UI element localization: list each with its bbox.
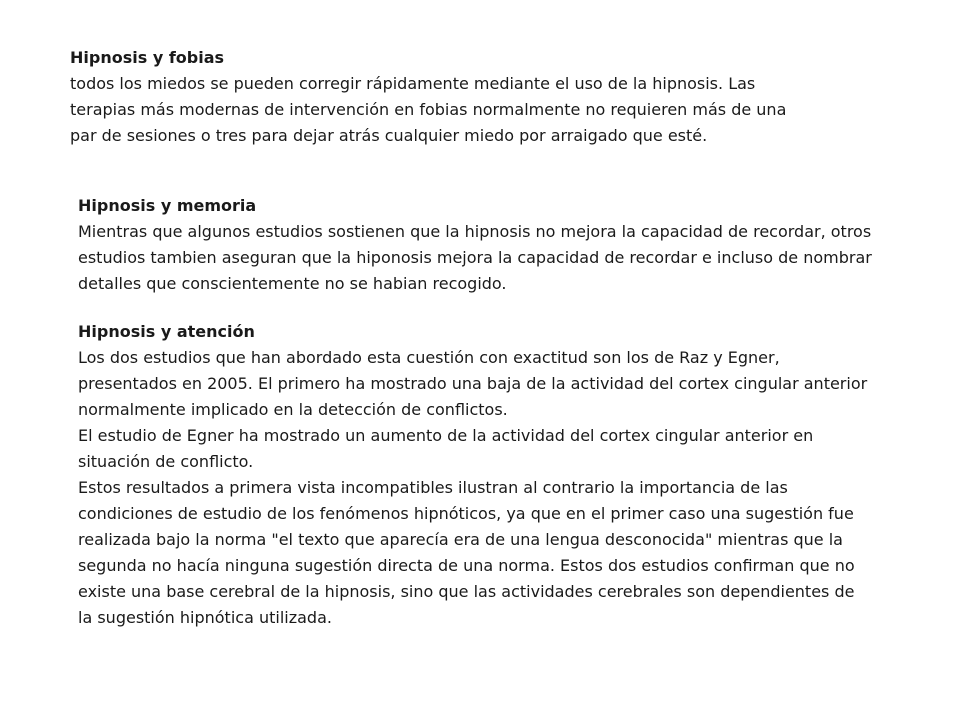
section-fobias <box>70 45 860 149</box>
paragraph-line: terapias más modernas de intervención en fobias normalmente no requieren más de una <box>70 100 787 119</box>
paragraph-line: Los dos estudios que han abordado esta cuestión con exactitud son los de Raz y Egner, <box>78 348 780 367</box>
paragraph-line: todos los miedos se pueden corregir rápidamente mediante el uso de la hipnosis. Las <box>70 74 756 93</box>
paragraph-line: El estudio de Egner ha mostrado un aumento de la actividad del cortex cingular anterior en <box>78 426 814 445</box>
paragraph-line: Estos resultados a primera vista incompatibles ilustran al contrario la importancia de las <box>78 478 788 497</box>
paragraph-line: detalles que conscientemente no se habian recogido. <box>78 274 507 293</box>
section-title: Hipnosis y fobias <box>70 48 225 67</box>
paragraph-line: par de sesiones o tres para dejar atrás cualquier miedo por arraigado que esté. <box>70 126 708 145</box>
paragraph-line: situación de conflicto. <box>78 452 254 471</box>
paragraph-line: segunda no hacía ninguna sugestión directa de una norma. Estos dos estudios confirman que no <box>78 556 855 575</box>
paragraph-line: realizada bajo la norma "el texto que aparecía era de una lengua desconocida" mientras que la <box>78 530 843 549</box>
section-title: Hipnosis y atención <box>78 322 255 341</box>
paragraph-line: estudios tambien aseguran que la hiponosis mejora la capacidad de recordar e incluso de nombrar <box>78 248 872 267</box>
section-title: Hipnosis y memoria <box>78 196 257 215</box>
paragraph-line: existe una base cerebral de la hipnosis, sino que las actividades cerebrales son dependientes de <box>78 582 855 601</box>
paragraph-line: la sugestión hipnótica utilizada. <box>78 608 332 627</box>
paragraph-line: condiciones de estudio de los fenómenos hipnóticos, ya que en el primer caso una sugestión fue <box>78 504 854 523</box>
paragraph-line: presentados en 2005. El primero ha mostrado una baja de la actividad del cortex cingular anterior <box>78 374 868 393</box>
paragraph-line: Mientras que algunos estudios sostienen que la hipnosis no mejora la capacidad de recordar, otros <box>78 222 872 241</box>
section-atencion <box>78 319 938 631</box>
paragraph-line: normalmente implicado en la detección de conflictos. <box>78 400 508 419</box>
section-memoria <box>78 193 938 297</box>
